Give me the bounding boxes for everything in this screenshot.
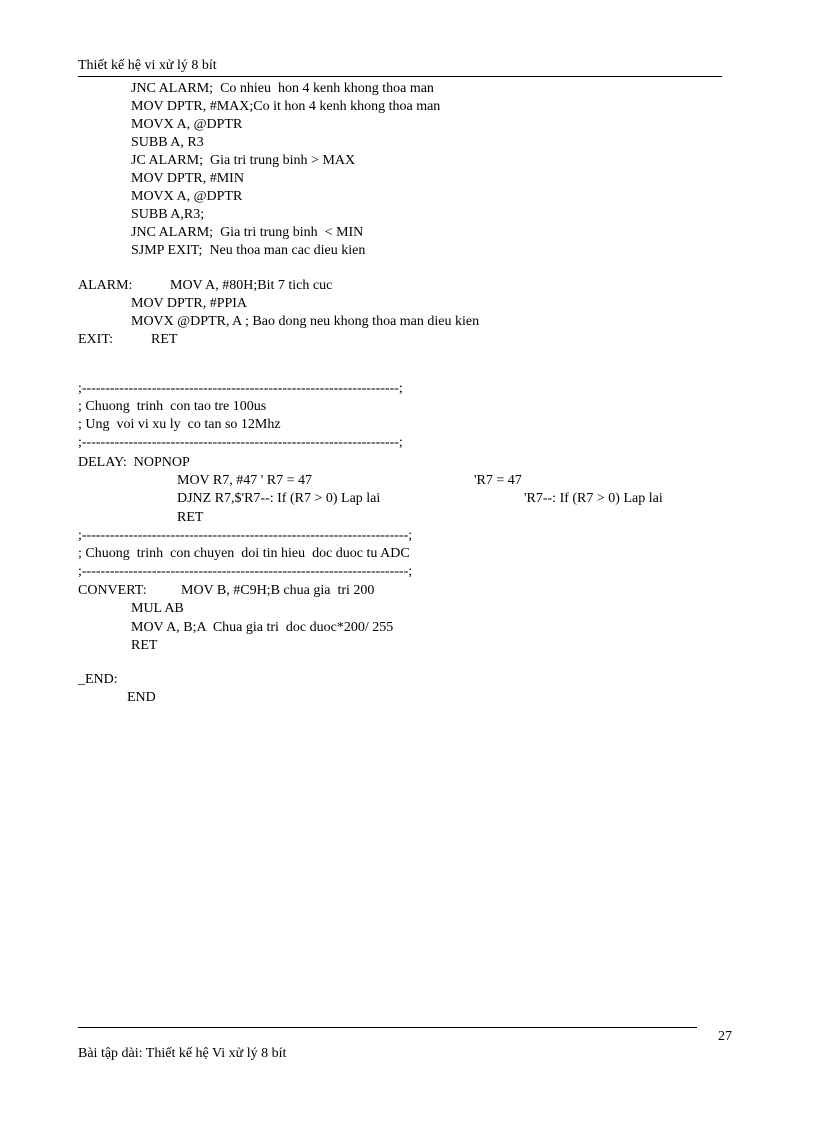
page-number: 27 [718, 1029, 732, 1044]
code-line: MOV DPTR, #PPIA [131, 296, 248, 311]
code-label: DELAY: NOPNOP [78, 455, 190, 470]
code-line: RET [177, 510, 204, 525]
code-line: SUBB A, R3 [131, 135, 204, 150]
code-line: SUBB A,R3; [131, 207, 205, 222]
code-line: JC ALARM; Gia tri trung binh > MAX [131, 153, 356, 168]
comment-line: ; Chuong trinh con chuyen doi tin hieu doc duoc tu ADC [78, 546, 410, 561]
comment-line: ; Ung voi vi xu ly co tan so 12Mhz [78, 417, 281, 432]
code-line: JNC ALARM; Co nhieu hon 4 kenh khong thoa man [131, 81, 434, 96]
page-footer: Bài tập dài: Thiết kế hệ Vi xử lý 8 bít [78, 1046, 287, 1061]
comment-rule: ;--------------------------------------------------------------------; [78, 381, 403, 396]
page-header: Thiết kế hệ vi xử lý 8 bít [78, 58, 217, 73]
code-label: EXIT: [78, 332, 114, 347]
code-line: MOV R7, #47 ' R7 = 47 [177, 473, 313, 488]
code-line: END [127, 690, 156, 705]
comment-rule: ;----------------------------------------------------------------------; [78, 564, 413, 579]
comment-rule: ;--------------------------------------------------------------------; [78, 435, 403, 450]
code-line: MOVX A, @DPTR [131, 117, 243, 132]
code-line: MOV DPTR, #MIN [131, 171, 244, 186]
code-line: SJMP EXIT; Neu thoa man cac dieu kien [131, 243, 366, 258]
code-label: CONVERT: [78, 583, 147, 598]
code-line: MOVX @DPTR, A ; Bao dong neu khong thoa man dieu kien [131, 314, 480, 329]
code-line: MOV B, #C9H;B chua gia tri 200 [181, 583, 375, 598]
code-comment: 'R7 = 47 [474, 473, 522, 488]
comment-line: ; Chuong trinh con tao tre 100us [78, 399, 267, 414]
code-line: MOVX A, @DPTR [131, 189, 243, 204]
code-line: MUL AB [131, 601, 184, 616]
code-label: ALARM: [78, 278, 133, 293]
code-comment: 'R7--: If (R7 > 0) Lap lai [524, 491, 663, 506]
code-line: RET [131, 638, 158, 653]
code-line: MOV A, B;A Chua gia tri doc duoc*200/ 255 [131, 620, 394, 635]
code-line: MOV DPTR, #MAX;Co it hon 4 kenh khong thoa man [131, 99, 441, 114]
comment-rule: ;----------------------------------------------------------------------; [78, 528, 413, 543]
code-line: MOV A, #80H;Bit 7 tich cuc [170, 278, 333, 293]
code-line: RET [151, 332, 178, 347]
code-line: JNC ALARM; Gia tri trung binh < MIN [131, 225, 364, 240]
code-line: DJNZ R7,$'R7--: If (R7 > 0) Lap lai [177, 491, 381, 506]
code-label: _END: [78, 672, 118, 687]
footer-rule [78, 1027, 697, 1028]
